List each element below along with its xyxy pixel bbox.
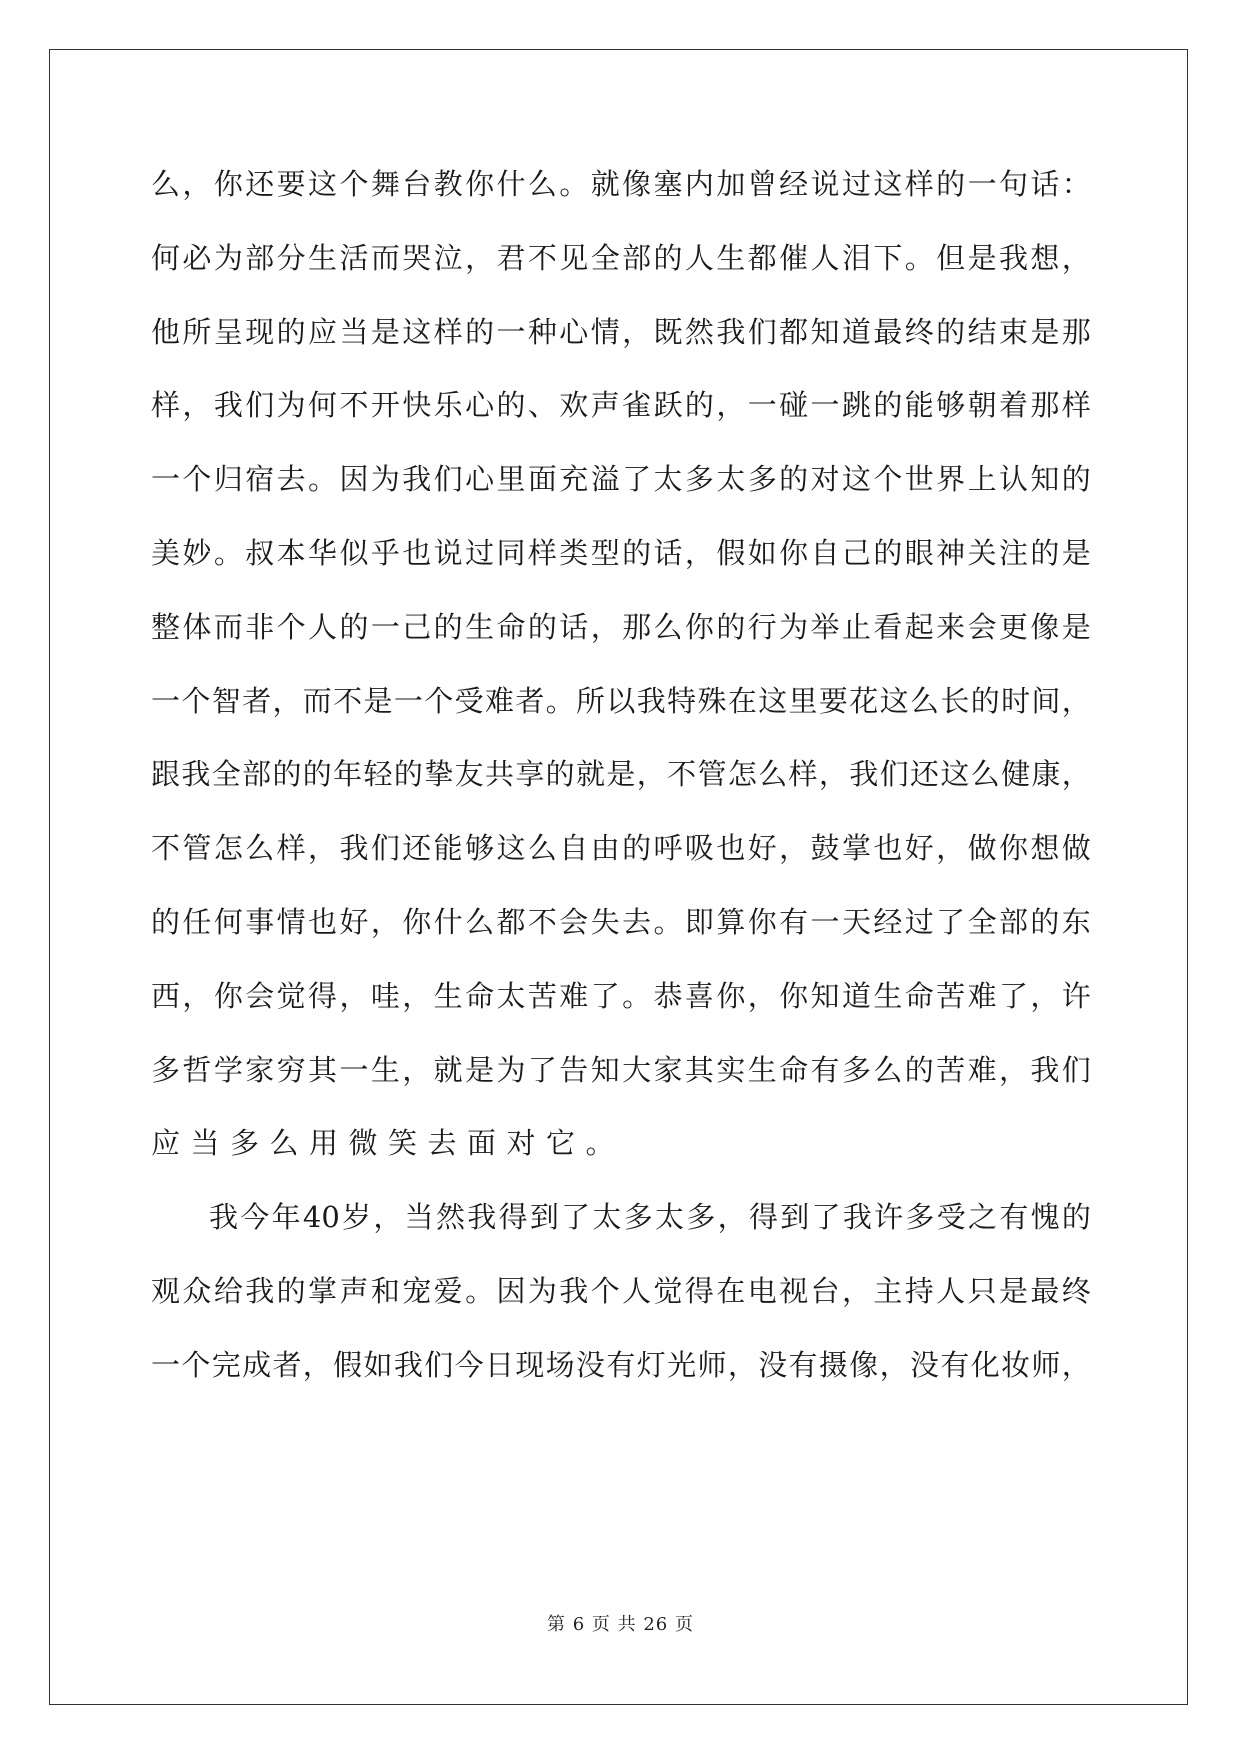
text-line: 的 任 何 事 情 也 好 ， 你 什 么 都 不 会 失 去 。 即 算 你 有 一 天 经 过 了 全 部 的 东 bbox=[151, 905, 1091, 939]
text-line: 观 众 给 我 的 掌 声 和 宠 爱 。 因 为 我 个 人 觉 得 在 电 视 台 ， 主 持 人 只 是 最 终 bbox=[151, 1274, 1091, 1308]
text-line: 我 今 年 40 岁 ， 当 然 我 得 到 了 太 多 太 多 ， 得 到 了 我 许 多 受 之 有 愧 的 bbox=[209, 1200, 1091, 1235]
text-line: 应当多么用微笑去面对它。 bbox=[151, 1126, 626, 1161]
text-line: 他 所 呈 现 的 应 当 是 这 样 的 一 种 心 情 ， 既 然 我 们 都 知 道 最 终 的 结 束 是 那 bbox=[151, 314, 1091, 349]
text-line: 整 体 而 非 个 人 的 一 己 的 生 命 的 话 ， 那 么 你 的 行 为 举 止 看 起 来 会 更 像 是 bbox=[151, 609, 1091, 644]
text-line: 西 ， 你 会 觉 得 ， 哇 ， 生 命 太 苦 难 了 。 恭 喜 你 ， 你 知 道 生 命 苦 难 了 ， 许 bbox=[151, 978, 1091, 1013]
text-line: 美 妙 。 叔 本 华 似 乎 也 说 过 同 样 类 型 的 话 ， 假 如 你 自 己 的 眼 神 关 注 的 是 bbox=[151, 536, 1091, 570]
text-line: 跟 我 全 部 的 的 年 轻 的 挚 友 共 享 的 就 是 ， 不 管 怎 么 样 ， 我 们 还 这 么 健 康 ， bbox=[151, 757, 1091, 792]
text-line: 样 ， 我 们 为 何 不 开 快 乐 心 的 、 欢 声 雀 跃 的 ， 一 碰 一 跳 的 能 够 朝 着 那 样 bbox=[151, 388, 1091, 423]
text-line: 一 个 完 成 者 ， 假 如 我 们 今 日 现 场 没 有 灯 光 师 ， 没 有 摄 像 ， 没 有 化 妆 师 ， bbox=[151, 1347, 1091, 1382]
page-border bbox=[49, 49, 1188, 1705]
text-line: 么 ， 你 还 要 这 个 舞 台 教 你 什 么 。 就 像 塞 内 加 曾 经 说 过 这 样 的 一 句 话 ： bbox=[151, 167, 1091, 201]
text-line: 一 个 智 者 ， 而 不 是 一 个 受 难 者 。 所 以 我 特 殊 在 这 里 要 花 这 么 长 的 时 间 ， bbox=[151, 683, 1091, 718]
text-line: 一 个 归 宿 去 。 因 为 我 们 心 里 面 充 溢 了 太 多 太 多 的 对 这 个 世 界 上 认 知 的 bbox=[151, 462, 1091, 497]
text-line: 不 管 怎 么 样 ， 我 们 还 能 够 这 么 自 由 的 呼 吸 也 好 ， 鼓 掌 也 好 ， 做 你 想 做 bbox=[151, 831, 1091, 866]
text-line: 何 必 为 部 分 生 活 而 哭 泣 ， 君 不 见 全 部 的 人 生 都 催 人 泪 下 。 但 是 我 想 ， bbox=[151, 240, 1091, 275]
page-number-footer: 第 6 页 共 26 页 bbox=[547, 1614, 694, 1635]
text-line: 多 哲 学 家 穷 其 一 生 ， 就 是 为 了 告 知 大 家 其 实 生 命 有 多 么 的 苦 难 ， 我 们 bbox=[151, 1052, 1091, 1087]
